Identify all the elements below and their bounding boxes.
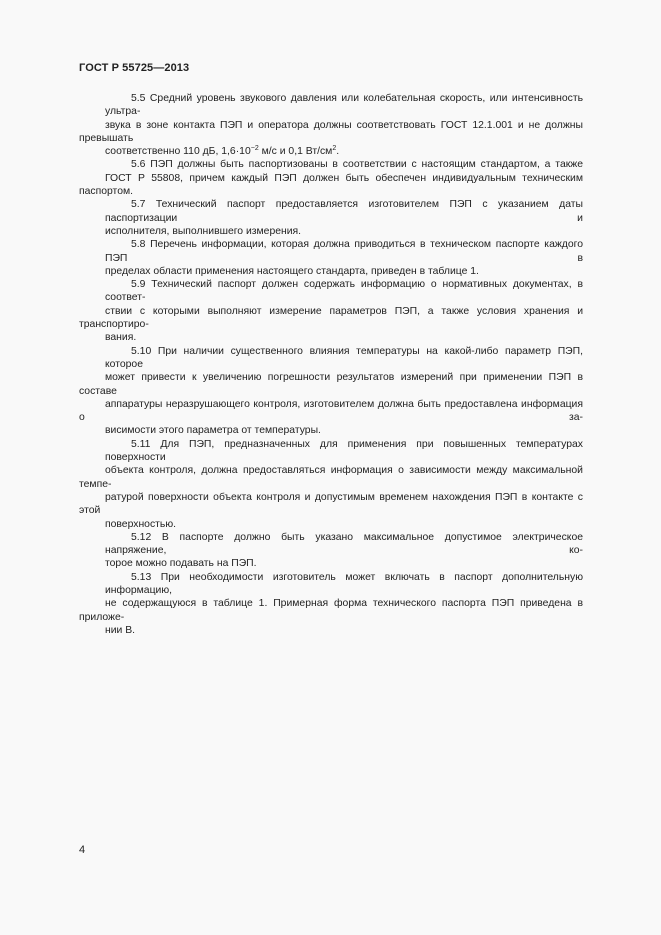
- text-line: звука в зоне контакта ПЭП и оператора должны соответствовать ГОСТ 12.1.001 и не должны превышать: [79, 119, 583, 144]
- text-line: аппаратуры неразрушающего контроля, изготовителем должна быть предоставлена информация о за-: [79, 398, 583, 424]
- superscript: −2: [250, 145, 259, 153]
- text-line: вания.: [105, 332, 137, 344]
- text-line: не содержащуюся в таблице 1. Примерная форма технического паспорта ПЭП приведена в приложе-: [79, 598, 583, 623]
- text-line: исполнителя, выполнившего измерения.: [105, 225, 302, 237]
- text-fragment: м/с и 0,1 Вт/см: [258, 146, 333, 158]
- text-line: 5.13 При необходимости изготовитель может включать в паспорт дополнительную информацию,: [105, 571, 583, 596]
- paragraph-5-7: [79, 198, 583, 238]
- document-body: [79, 92, 583, 637]
- paragraph-5-10: [79, 345, 583, 438]
- text-line: нии В.: [105, 624, 136, 636]
- text-line: торое можно подавать на ПЭП.: [105, 558, 257, 570]
- paragraph-5-11: [79, 438, 583, 531]
- text-line: пределах области применения настоящего стандарта, приведен в таблице 1.: [105, 265, 479, 277]
- text-line: 5.5 Средний уровень звукового давления или колебательная скорость, или интенсивность ультра-: [105, 93, 583, 118]
- document-header: ГОСТ Р 55725—2013: [79, 62, 190, 74]
- text-line: [79, 145, 583, 158]
- paragraph-5-13: [79, 571, 583, 637]
- text-line: 5.12 В паспорте должно быть указано максимальное допустимое электрическое напряжение, ко-: [105, 531, 583, 557]
- text-line: 5.11 Для ПЭП, предназначенных для применения при повышенных температурах поверхности: [105, 438, 583, 464]
- paragraph-5-6: [79, 158, 583, 198]
- text-line: 5.8 Перечень информации, которая должна приводиться в техническом паспорте каждого ПЭП в: [105, 239, 583, 264]
- text-line: ратурой поверхности объекта контроля и допустимым временем нахождения ПЭП в контакте с этой: [79, 491, 583, 517]
- text-line: 5.7 Технический паспорт предоставляется изготовителем ПЭП с указанием даты паспортизации и: [105, 199, 583, 224]
- text-fragment: .: [336, 146, 340, 158]
- text-line: может привести к увеличению погрешности результатов измерений при применении ПЭП в составе: [79, 372, 583, 397]
- text-line: 5.10 При наличии существенного влияния температуры на какой-либо параметр ПЭП, которое: [105, 345, 583, 370]
- paragraph-5-9: [79, 278, 583, 344]
- text-line: 5.9 Технический паспорт должен содержать информацию о нормативных документах, в соответ-: [105, 279, 583, 304]
- text-line: висимости этого параметра от температуры.: [105, 425, 321, 437]
- text-line: 5.6 ПЭП должны быть паспортизованы в соответствии с настоящим стандартом, а также: [131, 159, 583, 171]
- paragraph-5-5: [79, 92, 583, 158]
- text-line: поверхностью.: [105, 518, 177, 530]
- paragraph-5-8: [79, 238, 583, 278]
- superscript: 2: [332, 145, 337, 153]
- text-line: ствии с которыми выполняют измерение параметров ПЭП, а также условия хранения и транспортиро-: [79, 305, 583, 331]
- text-line: ГОСТ Р 55808, причем каждый ПЭП должен быть обеспечен индивидуальным техническим паспортом.: [79, 172, 583, 198]
- text-fragment: соответственно 110 дБ, 1,6·10: [105, 146, 251, 158]
- page-number: 4: [79, 844, 86, 856]
- text-line: объекта контроля, должна предоставляться информация о зависимости между максимальной темпе-: [79, 465, 583, 490]
- paragraph-5-12: [79, 531, 583, 571]
